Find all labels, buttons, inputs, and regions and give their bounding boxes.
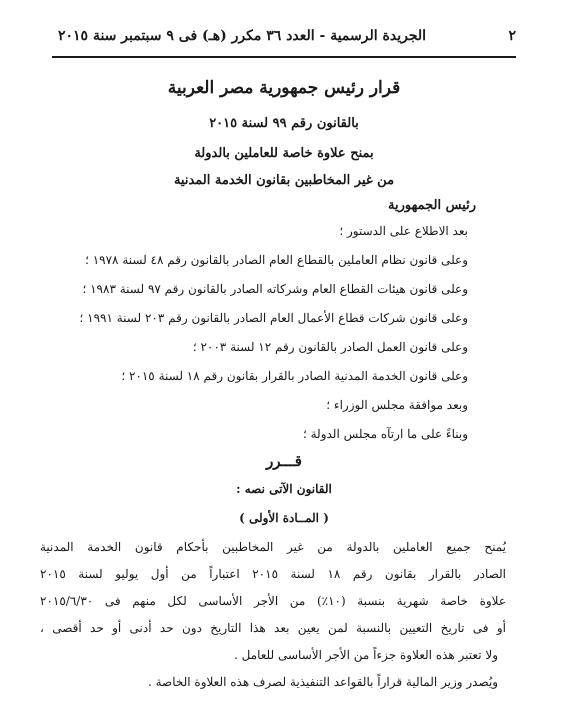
- recital-line: وعلى قانون العمل الصادر بالقانون رقم ١٢ لسنة ٢٠٠٣ ؛: [192, 340, 468, 354]
- recital-line: وبناءً على ما ارتآه مجلس الدولة ؛: [302, 427, 468, 441]
- page-header: [58, 28, 516, 44]
- article-line: أو فى تاريخ التعيين بالنسبة لمن يعين بعد هذا التاريخ دون حد أدنى أو حد أقصى ،: [40, 621, 506, 635]
- article-line: يُمنح جميع العاملين بالدولة من غير المخاطبين بأحكام قانون الخدمة المدنية: [40, 540, 506, 554]
- article-line: ولا تعتبر هذه العلاوة جزءاً من الأجر الأساسى للعامل .: [233, 648, 498, 662]
- article-line: الصادر بالقرار بقانون رقم ١٨ لسنة ٢٠١٥ اعتباراً من أول يوليو لسنة ٢٠١٥: [40, 567, 507, 581]
- recital-line: وعلى قانون هيئات القطاع العام وشركاته الصادر بالقانون رقم ٩٧ لسنة ١٩٨٣ ؛: [82, 282, 468, 296]
- president-label: رئيس الجمهورية: [388, 198, 476, 213]
- decree-title: قرار رئيس جمهورية مصر العربية: [167, 78, 401, 98]
- recitals-list: [40, 224, 468, 456]
- header-divider: [52, 56, 516, 58]
- article-line: ويُصدر وزير المالية قراراً بالقواعد التنفيذية لصرف هذه العلاوة الخاصة .: [147, 675, 498, 689]
- decree-subject-line-2: من غير المخاطبين بقانون الخدمة المدنية: [173, 173, 395, 188]
- law-text-label: القانون الآتى نصه :: [236, 482, 332, 496]
- recital-line: وعلى قانون شركات قطاع الأعمال العام الصادر بالقانون رقم ٢٠٣ لسنة ١٩٩١ ؛: [79, 311, 468, 325]
- recital-line: بعد الاطلاع على الدستور ؛: [339, 224, 468, 238]
- decree-subject-line-1: بمنح علاوة خاصة للعاملين بالدولة: [194, 146, 374, 161]
- article-title: ( المــادة الأولى ): [239, 511, 329, 525]
- page-number: ٢: [508, 28, 516, 44]
- gazette-issue-line: الجريدة الرسمية - العدد ٣٦ مكرر (هـ) فى ٩ سبتمبر سنة ٢٠١٥: [58, 28, 427, 44]
- recital-line: وعلى قانون نظام العاملين بالقطاع العام الصادر بالقانون رقم ٤٨ لسنة ١٩٧٨ ؛: [85, 253, 468, 267]
- article-line: علاوة خاصة شهرية بنسبة (١٠٪) من الأجر الأساسى لكل منهم فى ٢٠١٥/٦/٣٠: [40, 594, 506, 608]
- law-number: بالقانون رقم ٩٩ لسنة ٢٠١٥: [209, 116, 359, 131]
- recital-line: وبعد موافقة مجلس الوزراء ؛: [326, 398, 468, 412]
- article-body: [40, 540, 506, 702]
- decree-word: قـــرر: [266, 452, 302, 470]
- recital-line: وعلى قانون الخدمة المدنية الصادر بالقرار بقانون رقم ١٨ لسنة ٢٠١٥ ؛: [121, 369, 468, 383]
